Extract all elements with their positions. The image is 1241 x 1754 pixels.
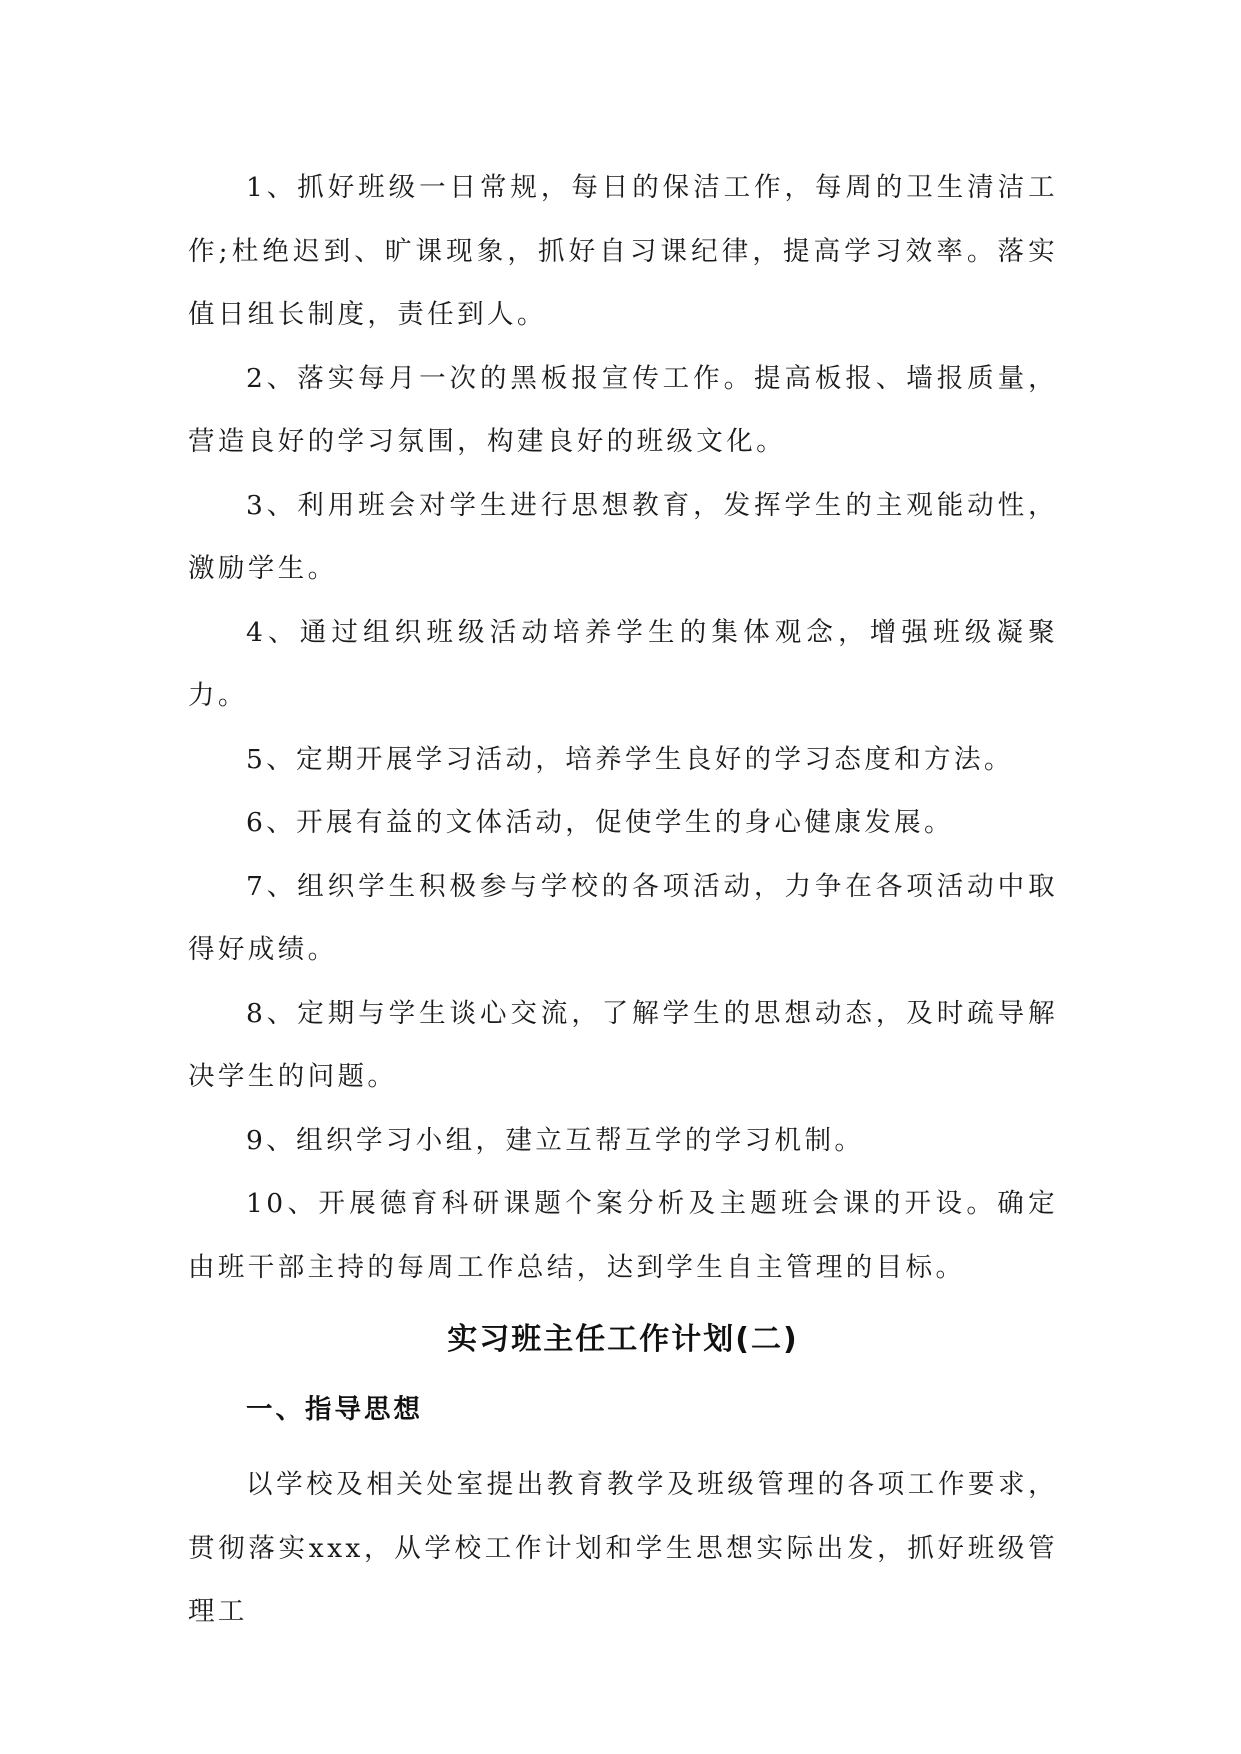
guiding-thought-heading: 一、指导思想 [246,1394,423,1425]
plan-item-8: 8、定期与学生谈心交流，了解学生的思想动态，及时疏导解决学生的问题。 [188,997,1058,1092]
plan-item-2: 2、落实每月一次的黑板报宣传工作。提高板报、墙报质量，营造良好的学习氛围，构建良好的班级文化。 [188,362,1058,457]
plan-item-6: 6、开展有益的文体活动，促使学生的身心健康发展。 [246,807,954,838]
plan-item-1: 1、抓好班级一日常规，每日的保洁工作，每周的卫生清洁工作;杜绝迟到、旷课现象，抓好自习课纪律，提高学习效率。落实值日组长制度，责任到人。 [188,172,1058,330]
plan-item-7: 7、组织学生积极参与学校的各项活动，力争在各项活动中取得好成绩。 [188,870,1058,965]
plan-item-9: 9、组织学习小组，建立互帮互学的学习机制。 [246,1124,865,1156]
plan-item-4: 4、通过组织班级活动培养学生的集体观念，增强班级凝聚力。 [188,616,1058,711]
guiding-thought-body [188,1453,1058,1644]
section-title: 实习班主任工作计划(二) [447,1322,799,1357]
plan-item-10: 10、开展德育科研课题个案分析及主题班会课的开设。确定由班干部主持的每周工作总结，达到学生自主管理的目标。 [188,1188,1058,1283]
plan-list [188,156,1058,1299]
guiding-thought-paragraph: 以学校及相关处室提出教育教学及班级管理的各项工作要求，贯彻落实xxx，从学校工作计划和学生思想实际出发，抓好班级管理工 [188,1469,1058,1627]
plan-item-3: 3、利用班会对学生进行思想教育，发挥学生的主观能动性，激励学生。 [188,489,1058,584]
plan-item-5: 5、定期开展学习活动，培养学生良好的学习态度和方法。 [246,743,1014,775]
